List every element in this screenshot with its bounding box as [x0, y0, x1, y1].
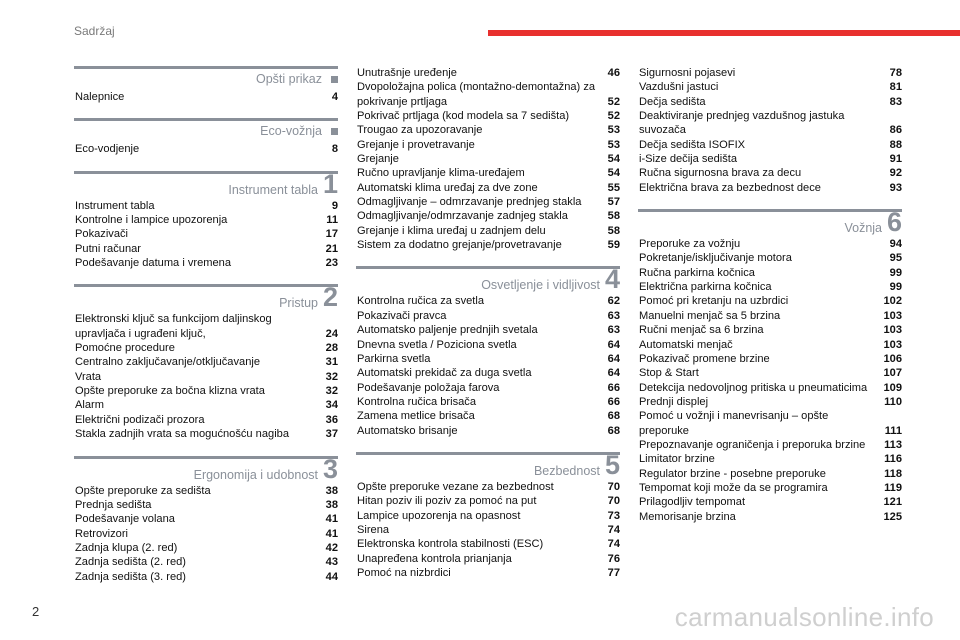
entry-title: Pokazivači: [75, 228, 129, 241]
entry-title: Zadnja sedišta (2. red): [75, 556, 186, 569]
toc-entry[interactable]: [638, 438, 902, 452]
toc-entry[interactable]: [638, 352, 902, 366]
toc-entry[interactable]: [356, 294, 620, 308]
toc-section: [74, 118, 338, 156]
toc-entry[interactable]: [638, 66, 902, 80]
entry-page-number: 52: [607, 110, 620, 123]
entry-title: Ručna parkirna kočnica: [639, 266, 755, 279]
toc-entry[interactable]: [356, 424, 620, 438]
toc-section: [356, 266, 620, 437]
toc-entry[interactable]: [356, 138, 620, 152]
entry-title: Automatsko brisanje: [357, 424, 458, 437]
entry-title: Pomoć na nizbrdici: [357, 566, 451, 579]
entry-title: Ručno upravljanje klima-uređajem: [357, 167, 525, 180]
entry-title: Ručni menjač sa 6 brzina: [639, 324, 764, 337]
entry-page-number: 11: [326, 214, 338, 227]
toc-entry[interactable]: [638, 467, 902, 481]
entry-page-number: 36: [325, 413, 338, 426]
entry-title: Preporuke za vožnju: [639, 238, 741, 251]
entry-title: Limitator brzine: [639, 453, 715, 466]
toc-entry[interactable]: [638, 395, 902, 409]
entry-title: Pokazivač promene brzine: [639, 352, 770, 365]
entry-page-number: 57: [607, 196, 620, 209]
entry-page-number: 9: [331, 199, 338, 212]
entry-title: Hitan poziv ili poziv za pomoć na put: [357, 495, 537, 508]
entry-title: Eco-vodjenje: [75, 143, 140, 156]
entry-page-number: 44: [325, 570, 338, 583]
toc-entry[interactable]: [638, 80, 902, 94]
entry-page-number: 93: [889, 181, 902, 194]
entry-page-number: 52: [607, 95, 620, 108]
entry-title: Lampice upozorenja na opasnost: [357, 509, 521, 522]
toc-section: [74, 66, 338, 104]
entry-title: Centralno zaključavanje/otključavanje: [75, 356, 261, 369]
entry-page-number: 24: [325, 327, 338, 340]
toc-entry[interactable]: [638, 109, 902, 138]
entry-page-number: 55: [607, 181, 620, 194]
entry-title: Elektronski ključ sa funkcijom daljinskog upravljača i ugrađeni ključ,: [75, 313, 272, 340]
section-title: Instrument tabla: [228, 182, 318, 197]
entry-title: Ručna sigurnosna brava za decu: [639, 167, 802, 180]
header-accent-bar: [488, 30, 960, 36]
chapter-number: 3: [322, 453, 338, 484]
section-heading: [74, 118, 338, 142]
entry-page-number: 58: [607, 224, 620, 237]
toc-entry[interactable]: [356, 509, 620, 523]
toc-entry[interactable]: [74, 541, 338, 555]
entry-page-number: 70: [607, 480, 620, 493]
entry-page-number: 92: [889, 167, 902, 180]
toc-entry[interactable]: [356, 195, 620, 209]
toc-section: [356, 66, 620, 252]
toc-entry[interactable]: [74, 498, 338, 512]
toc-entry[interactable]: [74, 398, 338, 412]
entry-page-number: 28: [325, 342, 338, 355]
entry-page-number: 21: [325, 242, 338, 255]
toc-column-3: [638, 66, 902, 538]
entry-title: Retrovizori: [75, 527, 129, 540]
toc-entry[interactable]: [74, 384, 338, 398]
toc-entry[interactable]: [74, 370, 338, 384]
entry-title: Pomoć u vožnji i manevrisanju – opšte preporuke: [639, 410, 829, 437]
toc-entry[interactable]: [74, 484, 338, 498]
toc-entry[interactable]: [638, 95, 902, 109]
toc-section: [356, 449, 620, 580]
toc-entry[interactable]: [356, 366, 620, 380]
toc-section: [638, 209, 902, 524]
section-title: Ergonomija i udobnost: [193, 467, 318, 482]
toc-entry[interactable]: [356, 80, 620, 109]
entry-title: Alarm: [75, 399, 104, 412]
entry-page-number: 103: [883, 324, 902, 337]
entry-title: Stop & Start: [639, 367, 699, 380]
toc-entry[interactable]: [638, 366, 902, 380]
toc-section: [638, 66, 902, 195]
toc-entry[interactable]: [356, 494, 620, 508]
entry-page-number: 109: [883, 381, 902, 394]
toc-entry[interactable]: [638, 481, 902, 495]
entry-page-number: 62: [607, 295, 620, 308]
section-title: Osvetljenje i vidljivost: [481, 278, 600, 293]
entry-title: Sistem za dodatno grejanje/provetravanje: [357, 239, 562, 252]
toc-entry[interactable]: [638, 510, 902, 524]
entry-page-number: 95: [889, 252, 902, 265]
toc-entry[interactable]: [638, 452, 902, 466]
section-title: Opšti prikaz: [256, 72, 322, 86]
entry-page-number: 103: [883, 309, 902, 322]
entry-page-number: 77: [607, 566, 620, 579]
entry-title: Nalepnice: [75, 91, 125, 103]
toc-entry[interactable]: [74, 242, 338, 256]
entry-title: Stakla zadnjih vrata sa mogućnošću nagiba: [75, 428, 289, 441]
entry-title: Odmagljivanje – odmrzavanje prednjeg stakla: [357, 196, 582, 209]
entry-page-number: 53: [607, 138, 620, 151]
entry-title: Pokretanje/isključivanje motora: [639, 252, 792, 265]
toc-column-1: [74, 66, 338, 598]
chapter-number: 2: [322, 282, 338, 313]
toc-entry[interactable]: [74, 256, 338, 270]
entry-page-number: 66: [607, 381, 620, 394]
entry-title: Prepoznavanje ograničenja i preporuka brzine: [639, 438, 866, 451]
toc-entry[interactable]: [74, 312, 338, 341]
entry-title: Regulator brzine - posebne preporuke: [639, 467, 826, 480]
entry-title: Pomoć pri kretanju na uzbrdici: [639, 295, 789, 308]
entry-page-number: 83: [889, 95, 902, 108]
entry-title: Grejanje: [357, 153, 399, 166]
entry-title: Dečja sedišta: [639, 95, 706, 108]
section-title: Eco-vožnja: [260, 124, 322, 139]
entry-page-number: 63: [607, 309, 620, 322]
toc-entry[interactable]: [638, 381, 902, 395]
entry-title: i-Size dečija sedišta: [639, 153, 738, 166]
toc-entry[interactable]: [638, 495, 902, 509]
toc-entry[interactable]: [74, 199, 338, 213]
entry-page-number: 81: [889, 81, 902, 94]
chapter-number: 4: [604, 264, 620, 295]
entry-page-number: 66: [607, 395, 620, 408]
entry-page-number: 38: [325, 498, 338, 511]
square-bullet-icon: [331, 76, 338, 83]
chapter-number: 1: [322, 168, 338, 199]
entry-title: Unapređena kontrola prianjanja: [357, 552, 512, 565]
entry-title: Pokrivač prtljaga (kod modela sa 7 sedišta): [357, 110, 570, 123]
entry-page-number: 73: [607, 509, 620, 522]
toc-entry[interactable]: [638, 251, 902, 265]
toc-entry[interactable]: [356, 323, 620, 337]
toc-entry[interactable]: [74, 227, 338, 241]
toc-entry[interactable]: [638, 323, 902, 337]
toc-entry[interactable]: [356, 523, 620, 537]
toc-entry[interactable]: [356, 209, 620, 223]
toc-entry[interactable]: [74, 213, 338, 227]
toc-entry[interactable]: [638, 338, 902, 352]
entry-title: Pokazivači pravca: [357, 309, 447, 322]
entry-title: Putni računar: [75, 242, 141, 255]
toc-entry[interactable]: [638, 266, 902, 280]
page-number: 2: [32, 604, 40, 619]
toc-entry[interactable]: [74, 341, 338, 355]
entry-page-number: 32: [325, 385, 338, 398]
entry-title: Tempomat koji može da se programira: [639, 481, 828, 494]
entry-title: Kontrolna ručica brisača: [357, 395, 477, 408]
entry-page-number: 31: [325, 356, 338, 369]
toc-entry[interactable]: [356, 480, 620, 494]
toc-entry[interactable]: [638, 166, 902, 180]
entry-page-number: 110: [884, 395, 902, 408]
toc-entry[interactable]: [74, 142, 338, 156]
toc-entry[interactable]: [356, 181, 620, 195]
toc-entry[interactable]: [356, 409, 620, 423]
entry-page-number: 54: [607, 167, 620, 180]
entry-title: Električna parkirna kočnica: [639, 281, 772, 294]
entry-page-number: 116: [884, 453, 902, 466]
entry-page-number: 102: [883, 295, 902, 308]
entry-title: Grejanje i klima uređaj u zadnjem delu: [357, 224, 546, 237]
section-title: Pristup: [279, 296, 318, 311]
entry-page-number: 107: [883, 367, 902, 380]
entry-title: Električna brava za bezbednost dece: [639, 181, 821, 194]
entry-page-number: 43: [325, 556, 338, 569]
entry-page-number: 121: [883, 496, 902, 509]
entry-title: Električni podizači prozora: [75, 413, 205, 426]
entry-page-number: 8: [331, 143, 338, 156]
entry-page-number: 119: [884, 481, 902, 494]
entry-page-number: 103: [883, 338, 902, 351]
entry-title: Pomoćne procedure: [75, 342, 175, 355]
entry-page-number: 38: [325, 484, 338, 497]
toc-column-2: [356, 66, 620, 594]
entry-page-number: 99: [889, 281, 902, 294]
entry-title: Grejanje i provetravanje: [357, 138, 475, 151]
entry-title: Prilagodljiv tempomat: [639, 496, 746, 509]
entry-title: Podešavanje položaja farova: [357, 381, 500, 394]
entry-page-number: 106: [883, 352, 902, 365]
entry-title: Parkirna svetla: [357, 352, 431, 365]
entry-title: Prednja sedišta: [75, 498, 152, 511]
toc-section: [74, 168, 338, 271]
section-heading: [74, 284, 338, 312]
entry-title: Opšte preporuke vezane za bezbednost: [357, 480, 554, 493]
entry-title: Instrument tabla: [75, 199, 155, 212]
toc-entry[interactable]: [356, 566, 620, 580]
entry-page-number: 42: [325, 541, 338, 554]
entry-page-number: 53: [607, 124, 620, 137]
entry-page-number: 64: [607, 338, 620, 351]
entry-title: Elektronska kontrola stabilnosti (ESC): [357, 538, 544, 551]
entry-title: Unutrašnje uređenje: [357, 67, 457, 79]
entry-page-number: 99: [889, 266, 902, 279]
toc-entry[interactable]: [638, 309, 902, 323]
entry-page-number: 32: [325, 370, 338, 383]
entry-page-number: 88: [889, 138, 902, 151]
toc-entry[interactable]: [74, 90, 338, 104]
entry-title: Sigurnosni pojasevi: [639, 67, 736, 79]
toc-entry[interactable]: [74, 527, 338, 541]
toc-section: [74, 284, 338, 441]
entry-page-number: 46: [607, 67, 620, 79]
entry-page-number: 68: [607, 424, 620, 437]
entry-page-number: 70: [607, 495, 620, 508]
entry-page-number: 113: [884, 438, 902, 451]
entry-page-number: 54: [607, 153, 620, 166]
entry-title: Prednji displej: [639, 395, 709, 408]
square-bullet-icon: [331, 128, 338, 135]
entry-title: Opšte preporuke za bočna klizna vrata: [75, 385, 265, 398]
entry-title: Zadnja sedišta (3. red): [75, 570, 186, 583]
toc-entry[interactable]: [356, 224, 620, 238]
entry-page-number: 74: [607, 538, 620, 551]
toc-entry[interactable]: [638, 409, 902, 438]
entry-title: Vrata: [75, 370, 102, 383]
entry-title: Automatski menjač: [639, 338, 733, 351]
toc-entry[interactable]: [356, 152, 620, 166]
toc-entry[interactable]: [356, 381, 620, 395]
toc-entry[interactable]: [74, 413, 338, 427]
toc-entry[interactable]: [356, 109, 620, 123]
toc-entry[interactable]: [356, 395, 620, 409]
toc-entry[interactable]: [356, 309, 620, 323]
entry-page-number: 63: [607, 324, 620, 337]
entry-title: Kontrolna ručica za svetla: [357, 295, 485, 308]
toc-section: [74, 453, 338, 584]
section-heading: [356, 266, 620, 294]
toc-entry[interactable]: [356, 352, 620, 366]
entry-title: Automatsko paljenje prednjih svetala: [357, 324, 538, 337]
section-heading: [74, 66, 338, 90]
entry-page-number: 17: [325, 228, 338, 241]
toc-entry[interactable]: [356, 552, 620, 566]
toc-entry[interactable]: [74, 355, 338, 369]
entry-page-number: 125: [883, 510, 902, 523]
section-title: Vožnja: [844, 221, 882, 236]
entry-title: Automatski prekidač za duga svetla: [357, 367, 532, 380]
entry-title: Dečja sedišta ISOFIX: [639, 138, 746, 151]
toc-entry[interactable]: [356, 66, 620, 80]
entry-page-number: 37: [325, 428, 338, 441]
entry-title: Odmagljivanje/odmrzavanje zadnjeg stakla: [357, 210, 568, 223]
entry-title: Podešavanje volana: [75, 513, 175, 526]
entry-title: Deaktiviranje prednjeg vazdušnog jastuka suvozača: [639, 110, 845, 137]
entry-page-number: 58: [607, 210, 620, 223]
entry-page-number: 118: [884, 467, 902, 480]
toc-entry[interactable]: [638, 280, 902, 294]
entry-title: Memorisanje brzina: [639, 510, 736, 523]
section-heading: [638, 209, 902, 237]
entry-title: Kontrolne i lampice upozorenja: [75, 214, 228, 227]
page-header-title: Sadržaj: [74, 24, 115, 38]
entry-title: Zamena metlice brisača: [357, 410, 475, 423]
entry-page-number: 76: [607, 552, 620, 565]
entry-page-number: 74: [607, 523, 620, 536]
section-heading: [74, 453, 338, 484]
entry-title: Opšte preporuke za sedišta: [75, 484, 211, 497]
toc-entry[interactable]: [356, 537, 620, 551]
toc-entry[interactable]: [638, 237, 902, 251]
entry-page-number: 78: [889, 67, 902, 79]
section-heading: [74, 168, 338, 199]
watermark: carmanualsonline.info: [674, 602, 934, 632]
entry-page-number: 34: [325, 399, 338, 412]
entry-title: Manuelni menjač sa 5 brzina: [639, 309, 781, 322]
toc-entry[interactable]: [356, 123, 620, 137]
toc-entry[interactable]: [638, 294, 902, 308]
chapter-number: 6: [886, 207, 902, 238]
entry-title: Dvopoložajna polica (montažno-demontažna) za pokrivanje prtljaga: [357, 81, 596, 108]
toc-entry[interactable]: [74, 512, 338, 526]
entry-title: Trougao za upozoravanje: [357, 124, 483, 137]
entry-title: Zadnja klupa (2. red): [75, 541, 178, 554]
entry-page-number: 91: [889, 153, 902, 166]
entry-page-number: 4: [331, 91, 338, 103]
entry-page-number: 41: [325, 527, 338, 540]
toc-entry[interactable]: [74, 555, 338, 569]
entry-title: Detekcija nedovoljnog pritiska u pneumaticima: [639, 381, 868, 394]
entry-page-number: 111: [884, 424, 902, 437]
entry-page-number: 94: [889, 238, 902, 251]
entry-page-number: 41: [325, 513, 338, 526]
toc-entry[interactable]: [74, 570, 338, 584]
entry-page-number: 64: [607, 352, 620, 365]
toc-entry[interactable]: [356, 166, 620, 180]
entry-page-number: 23: [325, 257, 338, 270]
entry-title: Vazdušni jastuci: [639, 81, 719, 94]
entry-page-number: 68: [607, 410, 620, 423]
entry-page-number: 64: [607, 367, 620, 380]
section-heading: [356, 449, 620, 480]
entry-title: Automatski klima uređaj za dve zone: [357, 181, 538, 194]
entry-title: Dnevna svetla / Poziciona svetla: [357, 338, 517, 351]
toc-entry[interactable]: [638, 138, 902, 152]
entry-page-number: 86: [889, 124, 902, 137]
toc-entry[interactable]: [638, 152, 902, 166]
toc-entry[interactable]: [74, 427, 338, 441]
entry-page-number: 59: [607, 239, 620, 252]
toc-entry[interactable]: [356, 338, 620, 352]
entry-title: Sirena: [357, 523, 390, 536]
toc-entry[interactable]: [356, 238, 620, 252]
entry-title: Podešavanje datuma i vremena: [75, 257, 232, 270]
chapter-number: 5: [604, 449, 620, 480]
toc-entry[interactable]: [638, 181, 902, 195]
section-title: Bezbednost: [533, 463, 600, 478]
